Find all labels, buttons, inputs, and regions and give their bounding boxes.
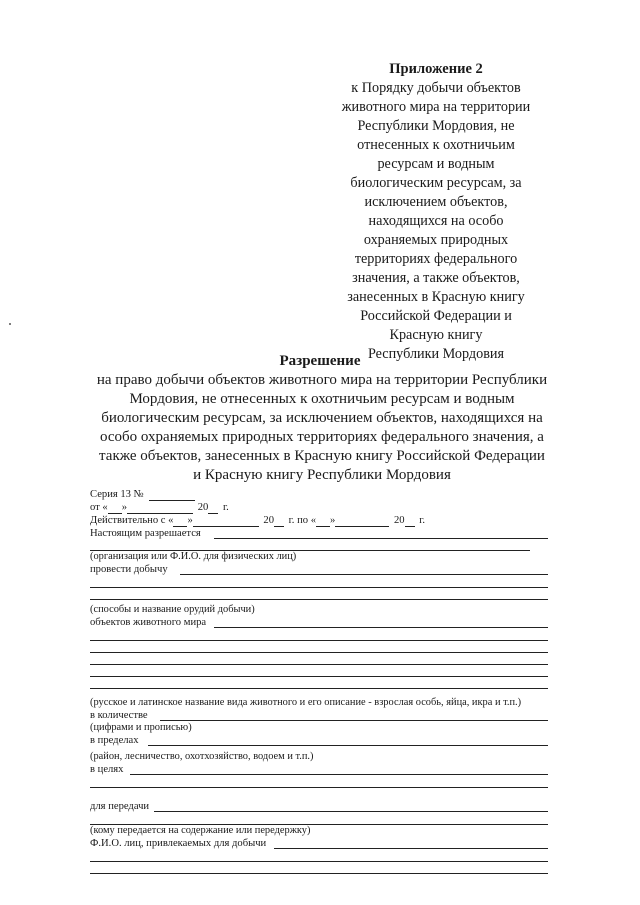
appendix-line: животного мира на территории (341, 99, 531, 115)
year-suffix: г. (419, 515, 426, 526)
appendix-line: ресурсам и водным (377, 156, 495, 172)
appendix-line: Республики Мордовия (367, 346, 505, 362)
purpose-field[interactable] (130, 774, 548, 775)
issue-date-row (90, 501, 548, 514)
persons-row (90, 837, 548, 850)
appendix-header (320, 60, 552, 364)
permitted-row (90, 527, 548, 540)
permitted-field-line[interactable] (90, 540, 548, 551)
species-note: (русское и латинское название вида животного и его описание - взрослая особь, яйца, икра и т.п.) (90, 697, 522, 708)
objects-field-line[interactable] (90, 677, 548, 689)
within-label: в пределах (90, 735, 139, 746)
appendix-line: Красную книгу (389, 327, 483, 343)
purpose-label: в целях (90, 764, 124, 775)
transfer-row (90, 800, 548, 813)
appendix-line: биологическим ресурсам, за (350, 175, 522, 191)
subtitle-line: на право добычи объектов животного мира на территории Республики (96, 372, 548, 388)
conduct-label: провести добычу (90, 564, 168, 575)
permitted-label: Настоящим разрешается (90, 528, 201, 539)
org-note: (организация или Ф.И.О. для физических лиц) (90, 551, 297, 562)
objects-row (90, 616, 548, 629)
appendix-line: Российской Федерации и (360, 308, 512, 324)
conduct-field[interactable] (180, 574, 548, 575)
year-suffix: г. (222, 502, 229, 513)
persons-field-line[interactable] (90, 850, 548, 862)
series-label: Серия 13 № (90, 489, 144, 500)
validity-row (90, 514, 548, 527)
conduct-row (90, 563, 548, 576)
appendix-line: находящихся на особо (368, 213, 504, 229)
persons-label: Ф.И.О. лиц, привлекаемых для добычи (90, 838, 267, 849)
conduct-field-line[interactable] (90, 576, 548, 588)
valid-to-month-field[interactable] (335, 516, 389, 527)
document-subtitle (64, 371, 580, 485)
appendix-line: исключением объектов, (364, 194, 508, 210)
quote-close: » (121, 502, 128, 513)
appendix-line: к Порядку добычи объектов (351, 80, 521, 96)
series-row (90, 488, 548, 501)
issue-year-field[interactable] (208, 503, 218, 514)
scan-dot (9, 323, 11, 325)
appendix-title: Приложение 2 (389, 61, 483, 77)
purpose-field-line[interactable] (90, 776, 548, 788)
valid-to-day-field[interactable] (316, 516, 330, 527)
year-prefix: 20 (263, 515, 274, 526)
subtitle-line: также объектов, занесенных в Красную книгу Российской Федерации (99, 448, 545, 464)
transfer-note: (кому передается на содержание или передержку) (90, 825, 311, 836)
transfer-field-line[interactable] (90, 813, 548, 825)
transfer-label: для передачи (90, 801, 150, 812)
transfer-field[interactable] (154, 811, 548, 812)
valid-from-label: Действительно с « (90, 515, 174, 526)
document-title: Разрешение (279, 353, 361, 369)
objects-field-line[interactable] (90, 653, 548, 665)
valid-to-year-field[interactable] (405, 516, 415, 527)
issue-month-field[interactable] (127, 503, 193, 514)
appendix-line: занесенных в Красную книгу (347, 289, 525, 305)
numbers-note: (цифрами и прописью) (90, 722, 192, 733)
permit-form (90, 488, 548, 874)
subtitle-line: особо охраняемых природных территориях федерального значения, а (100, 429, 544, 445)
quote-close: » (187, 515, 193, 526)
year-prefix: 20 (393, 515, 405, 526)
appendix-line: Республики Мордовия, не (357, 118, 515, 134)
year-prefix: 20 (197, 502, 209, 513)
area-note: (район, лесничество, охотхозяйство, водоем и т.п.) (90, 751, 314, 762)
valid-from-year-field[interactable] (274, 516, 284, 527)
quantity-row (90, 709, 548, 722)
appendix-line: значения, а также объектов, (352, 270, 520, 286)
valid-from-day-field[interactable] (173, 516, 187, 527)
conduct-field-line[interactable] (90, 588, 548, 600)
objects-field-line[interactable] (90, 641, 548, 653)
quantity-label: в количестве (90, 710, 148, 721)
subtitle-line: и Красную книгу Республики Мордовия (193, 467, 451, 483)
subtitle-line: биологическим ресурсам, за исключением объектов, находящихся на (101, 410, 543, 426)
objects-field-line[interactable] (90, 665, 548, 677)
subtitle-line: Мордовия, не отнесенных к охотничьим ресурсам и водным (129, 391, 515, 407)
issue-date-label: от « (90, 502, 108, 513)
appendix-line: охраняемых природных (363, 232, 509, 248)
quote-close: » (330, 515, 336, 526)
series-number-field[interactable] (149, 490, 195, 501)
quantity-field[interactable] (160, 720, 548, 721)
valid-to-label: г. по « (288, 515, 317, 526)
appendix-line: территориях федерального (354, 251, 518, 267)
appendix-line: отнесенных к охотничьим (357, 137, 515, 153)
within-field[interactable] (148, 745, 548, 746)
purpose-row (90, 763, 548, 776)
objects-field[interactable] (214, 627, 548, 628)
permitted-field[interactable] (214, 538, 548, 539)
methods-note: (способы и название орудий добычи) (90, 604, 255, 615)
within-row (90, 734, 548, 747)
objects-label: объектов животного мира (90, 617, 207, 628)
persons-field-line[interactable] (90, 862, 548, 874)
objects-field-line[interactable] (90, 629, 548, 641)
valid-from-month-field[interactable] (193, 516, 259, 527)
persons-field[interactable] (274, 848, 548, 849)
issue-day-field[interactable] (108, 503, 122, 514)
